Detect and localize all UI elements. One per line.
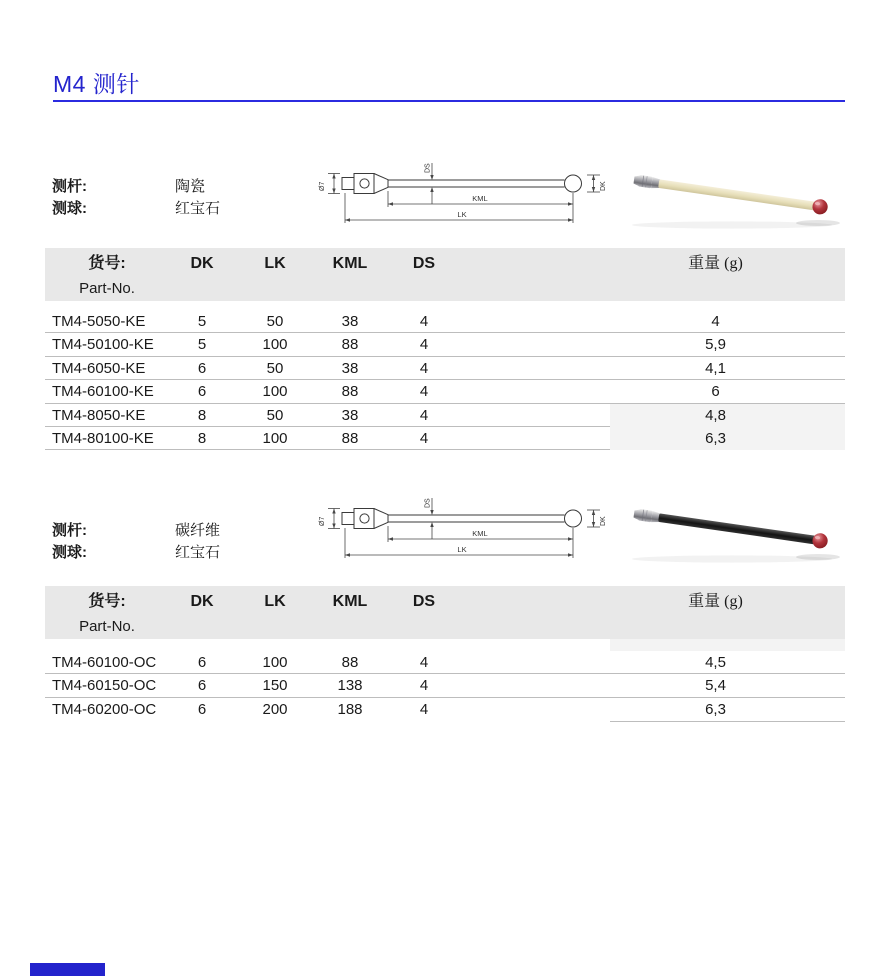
part-no-header: 货号: Part-No. <box>79 255 135 297</box>
parts-table-carbon <box>45 586 845 721</box>
lk-cell: 100 <box>262 383 288 401</box>
table-header <box>45 248 845 301</box>
ds-cell: 4 <box>419 383 429 401</box>
dim-label-ds: DS <box>424 163 432 173</box>
table-row <box>45 404 845 427</box>
dim-label-d7: Ø7 <box>319 181 326 191</box>
kml-cell: 188 <box>337 700 363 718</box>
col-header-kml: KML <box>332 593 368 610</box>
spec-block-ceramic <box>52 176 332 220</box>
dim-label-ds: DS <box>424 498 432 508</box>
dk-cell: 8 <box>197 429 207 447</box>
gap-shade <box>610 639 845 651</box>
technical-drawing <box>312 482 607 570</box>
part-no-cell: TM4-80100-KE <box>52 429 154 447</box>
technical-drawing <box>312 147 607 235</box>
col-header-lk: LK <box>264 593 286 610</box>
col-header-lk: LK <box>264 255 286 272</box>
spec-value: 红宝石 <box>175 200 221 217</box>
dk-cell: 6 <box>197 383 207 401</box>
ds-cell: 4 <box>419 700 429 718</box>
col-header-weight: 重量 (g) <box>688 255 743 272</box>
spec-label: 测杆: <box>52 178 87 195</box>
spec-value: 陶瓷 <box>175 178 206 195</box>
lk-cell: 100 <box>262 336 288 354</box>
table-row <box>45 674 845 697</box>
weight-cell: 6,3 <box>610 698 845 722</box>
kml-cell: 38 <box>341 359 359 377</box>
dk-cell: 6 <box>197 677 207 695</box>
ds-cell: 4 <box>419 336 429 354</box>
col-header-weight: 重量 (g) <box>688 593 743 610</box>
kml-cell: 88 <box>341 429 359 447</box>
ds-cell: 4 <box>419 677 429 695</box>
weight-cell: 6 <box>711 383 720 401</box>
table-row <box>45 310 845 333</box>
table-row <box>45 427 845 450</box>
ds-cell: 4 <box>419 313 429 330</box>
part-no-cell: TM4-60100-KE <box>52 383 154 401</box>
dk-cell: 5 <box>197 336 207 354</box>
weight-cell: 6,3 <box>610 427 845 450</box>
part-no-header: 货号: Part-No. <box>79 593 135 635</box>
spec-value: 红宝石 <box>175 544 221 561</box>
product-photo-carbon <box>622 490 840 568</box>
dim-label-dk: DK <box>600 516 607 526</box>
weight-cell: 4,1 <box>705 359 726 377</box>
lk-cell: 150 <box>262 677 288 695</box>
dk-cell: 6 <box>197 700 207 718</box>
col-header-kml: KML <box>332 255 368 272</box>
lk-cell: 50 <box>266 406 284 424</box>
ds-cell: 4 <box>419 359 429 377</box>
dk-cell: 8 <box>197 406 207 424</box>
table-header <box>45 586 845 639</box>
dk-cell: 5 <box>197 313 207 330</box>
kml-cell: 138 <box>337 677 363 695</box>
part-no-cell: TM4-50100-KE <box>52 336 154 354</box>
ds-cell: 4 <box>419 406 429 424</box>
kml-cell: 88 <box>341 654 359 671</box>
table-row <box>45 357 845 380</box>
part-no-cell: TM4-6050-KE <box>52 359 146 377</box>
kml-cell: 38 <box>341 406 359 424</box>
table-body <box>45 310 845 450</box>
kml-cell: 88 <box>341 383 359 401</box>
part-no-cell: TM4-8050-KE <box>52 406 146 424</box>
table-row <box>45 333 845 356</box>
lk-cell: 100 <box>262 429 288 447</box>
spec-block-carbon <box>52 520 332 564</box>
col-header-ds: DS <box>412 593 436 610</box>
product-photo-ceramic <box>622 156 840 234</box>
weight-cell: 5,4 <box>705 677 726 695</box>
weight-cell: 5,9 <box>705 336 726 354</box>
parts-table-ceramic <box>45 248 845 450</box>
col-header-dk: DK <box>190 255 214 272</box>
dim-label-lk: LK <box>457 210 467 219</box>
table-row <box>45 380 845 403</box>
table-row <box>45 651 845 674</box>
table-body <box>45 651 845 721</box>
col-header-ds: DS <box>412 255 436 272</box>
dim-label-kml: KML <box>472 194 488 203</box>
kml-cell: 88 <box>341 336 359 354</box>
spec-label: 测球: <box>52 544 87 561</box>
lk-cell: 50 <box>266 313 284 330</box>
dim-label-kml: KML <box>472 529 488 538</box>
ds-cell: 4 <box>419 654 429 671</box>
weight-cell: 4,5 <box>705 654 726 671</box>
part-no-cell: TM4-60100-OC <box>52 654 157 671</box>
dim-label-dk: DK <box>600 181 607 191</box>
lk-cell: 100 <box>262 654 288 671</box>
col-header-dk: DK <box>190 593 214 610</box>
ds-cell: 4 <box>419 429 429 447</box>
kml-cell: 38 <box>341 313 359 330</box>
dk-cell: 6 <box>197 654 207 671</box>
weight-cell: 4,8 <box>610 404 845 427</box>
spec-label: 测球: <box>52 200 87 217</box>
dim-label-lk: LK <box>457 545 467 554</box>
part-no-cell: TM4-5050-KE <box>52 313 146 330</box>
title-rule <box>53 100 845 102</box>
table-row <box>45 698 845 721</box>
spec-label: 测杆: <box>52 522 87 539</box>
dim-label-d7: Ø7 <box>319 516 326 526</box>
part-no-cell: TM4-60200-OC <box>52 700 157 718</box>
dk-cell: 6 <box>197 359 207 377</box>
footer-brand-bar <box>30 963 105 976</box>
page-title: M4 测针 <box>53 71 140 97</box>
weight-cell: 4 <box>711 313 720 330</box>
lk-cell: 200 <box>262 700 288 718</box>
lk-cell: 50 <box>266 359 284 377</box>
spec-value: 碳纤维 <box>175 522 221 539</box>
part-no-cell: TM4-60150-OC <box>52 677 157 695</box>
